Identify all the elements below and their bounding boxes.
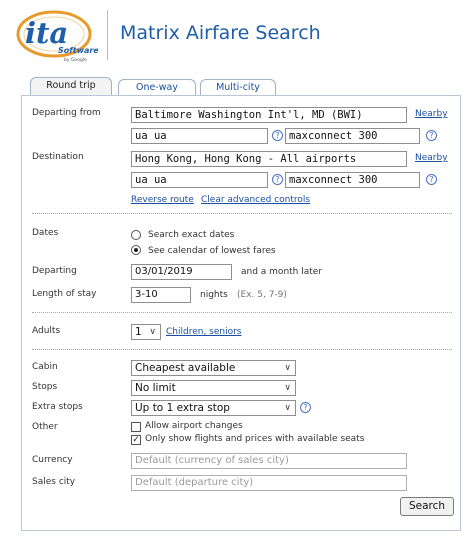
radio-calendar-lowest-fares[interactable] bbox=[131, 245, 141, 255]
length-of-stay-hint: (Ex. 5, 7-9) bbox=[237, 290, 287, 300]
adults-select-value: 1 bbox=[135, 326, 142, 338]
section-divider bbox=[32, 312, 452, 313]
extra-stops-help-icon[interactable]: ? bbox=[300, 402, 311, 413]
tab-multi-city[interactable]: Multi-city bbox=[200, 79, 276, 95]
adults-label: Adults bbox=[32, 326, 61, 336]
sales-city-label: Sales city bbox=[32, 477, 76, 487]
svg-text:Software: Software bbox=[58, 46, 98, 55]
destination-routing-help-icon[interactable]: ? bbox=[272, 174, 283, 185]
header-separator bbox=[107, 10, 108, 60]
chevron-down-icon: ∨ bbox=[284, 383, 291, 393]
children-seniors-link[interactable]: Children, seniors bbox=[166, 327, 242, 337]
page-title: Matrix Airfare Search bbox=[120, 22, 321, 44]
checkmark-icon: ✓ bbox=[132, 435, 140, 445]
destination-nearby-link[interactable]: Nearby bbox=[415, 153, 448, 163]
stops-select[interactable] bbox=[131, 380, 296, 396]
ita-software-logo bbox=[14, 8, 98, 64]
allow-airport-changes-checkbox[interactable] bbox=[131, 422, 141, 432]
origin-routing-help-icon[interactable]: ? bbox=[272, 130, 283, 141]
radio-exact-dates[interactable] bbox=[131, 230, 141, 240]
origin-input[interactable]: Baltimore Washington Int'l, MD (BWI) bbox=[131, 107, 407, 123]
calendar-lowest-fares-label: See calendar of lowest fares bbox=[148, 246, 276, 256]
origin-extension-help-icon[interactable]: ? bbox=[426, 130, 437, 141]
stops-select-value: No limit bbox=[135, 382, 176, 394]
origin-nearby-link[interactable]: Nearby bbox=[415, 109, 448, 119]
dates-label: Dates bbox=[32, 228, 59, 238]
cabin-select-value: Cheapest available bbox=[135, 362, 236, 374]
length-of-stay-input[interactable]: 3-10 bbox=[131, 287, 191, 303]
origin-extension-codes-input[interactable]: maxconnect 300 bbox=[285, 128, 420, 144]
exact-dates-label: Search exact dates bbox=[148, 230, 235, 240]
origin-routing-codes-input[interactable]: ua ua bbox=[131, 128, 268, 144]
destination-extension-codes-input[interactable]: maxconnect 300 bbox=[285, 172, 420, 188]
departing-label: Departing bbox=[32, 266, 77, 276]
destination-extension-help-icon[interactable]: ? bbox=[426, 174, 437, 185]
departing-range-text: and a month later bbox=[241, 267, 323, 277]
departing-date-input[interactable]: 03/01/2019 bbox=[131, 264, 232, 280]
stops-label: Stops bbox=[32, 382, 58, 392]
tab-round-trip[interactable]: Round trip bbox=[30, 77, 112, 96]
search-button[interactable]: Search bbox=[400, 497, 454, 516]
cabin-label: Cabin bbox=[32, 362, 58, 372]
length-of-stay-label: Length of stay bbox=[32, 289, 97, 299]
destination-routing-codes-input[interactable]: ua ua bbox=[131, 172, 268, 188]
available-seats-checkbox[interactable] bbox=[131, 435, 141, 445]
available-seats-label: Only show flights and prices with available seats bbox=[145, 434, 365, 444]
cabin-select[interactable] bbox=[131, 360, 296, 376]
svg-text:by Google: by Google bbox=[64, 58, 87, 63]
reverse-route-link[interactable]: Reverse route bbox=[131, 195, 194, 205]
section-divider bbox=[32, 213, 452, 214]
sales-city-input[interactable]: Default (departure city) bbox=[131, 475, 407, 491]
chevron-down-icon: ∨ bbox=[149, 327, 156, 337]
currency-input[interactable]: Default (currency of sales city) bbox=[131, 453, 407, 469]
chevron-down-icon: ∨ bbox=[284, 363, 291, 373]
svg-text:ita: ita bbox=[25, 16, 69, 50]
currency-label: Currency bbox=[32, 455, 73, 465]
extra-stops-label: Extra stops bbox=[32, 402, 83, 412]
extra-stops-select-value: Up to 1 extra stop bbox=[135, 402, 230, 414]
tab-one-way[interactable]: One-way bbox=[118, 79, 196, 95]
clear-advanced-controls-link[interactable]: Clear advanced controls bbox=[201, 195, 311, 205]
destination-label: Destination bbox=[32, 152, 84, 162]
allow-airport-changes-label: Allow airport changes bbox=[145, 421, 243, 431]
adults-select[interactable] bbox=[131, 324, 161, 340]
other-label: Other bbox=[32, 422, 58, 432]
chevron-down-icon: ∨ bbox=[284, 403, 291, 413]
extra-stops-select[interactable] bbox=[131, 400, 296, 416]
destination-input[interactable]: Hong Kong, Hong Kong - All airports bbox=[131, 151, 407, 167]
section-divider bbox=[32, 349, 452, 350]
departing-from-label: Departing from bbox=[32, 108, 101, 118]
nights-unit-text: nights bbox=[200, 290, 228, 300]
